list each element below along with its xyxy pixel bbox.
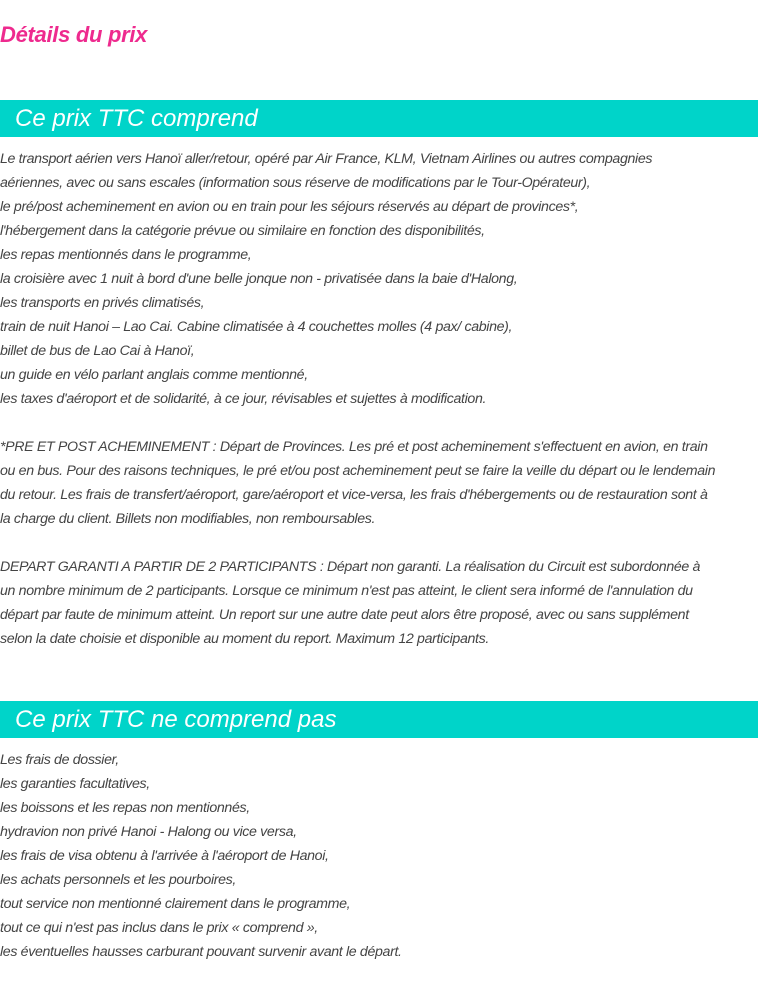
list-item: les boissons et les repas non mentionnés, [0,800,250,816]
list-item: hydravion non privé Hanoi - Halong ou vice versa, [0,824,297,840]
list-item: les taxes d'aéroport et de solidarité, à ce jour, révisables et sujettes à modification. [0,391,487,407]
note-line: un nombre minimum de 2 participants. Lorsque ce minimum n'est pas atteint, le client sera informé de l'annulation du [0,583,693,599]
list-item: la croisière avec 1 nuit à bord d'une belle jonque non - privatisée dans la baie d'Halong, [0,271,518,287]
list-item: le pré/post acheminement en avion ou en train pour les séjours réservés au départ de provinces*, [0,199,579,215]
note-line: DEPART GARANTI A PARTIR DE 2 PARTICIPANTS : Départ non garanti. La réalisation du Circuit est subordonnée à [0,559,701,575]
list-item: aériennes, avec ou sans escales (information sous réserve de modifications par le Tour-Opérateur), [0,175,591,191]
note-line: *PRE ET POST ACHEMINEMENT : Départ de Provinces. Les pré et post acheminement s'effectuent en avion, en train [0,439,708,455]
list-item: un guide en vélo parlant anglais comme mentionné, [0,367,308,383]
list-item: les éventuelles hausses carburant pouvant survenir avant le départ. [0,944,402,960]
excluded-section-header: Ce prix TTC ne comprend pas [0,701,758,738]
list-item: Le transport aérien vers Hanoï aller/retour, opéré par Air France, KLM, Vietnam Airlines ou autres compagnies [0,151,653,167]
included-section-header: Ce prix TTC comprend [0,100,758,137]
note-line: la charge du client. Billets non modifiables, non remboursables. [0,511,376,527]
excluded-list [0,748,756,964]
acheminement-note [0,435,756,531]
page-title: Détails du prix [0,22,148,47]
list-item: les garanties facultatives, [0,776,150,792]
list-item: Les frais de dossier, [0,752,119,768]
depart-garanti-note [0,555,756,651]
note-line: du retour. Les frais de transfert/aéroport, gare/aéroport et vice-versa, les frais d'hébergements ou de restauration sont à [0,487,708,503]
list-item: train de nuit Hanoi – Lao Cai. Cabine climatisée à 4 couchettes molles (4 pax/ cabine), [0,319,513,335]
list-item: l'hébergement dans la catégorie prévue ou similaire en fonction des disponibilités, [0,223,485,239]
list-item: les achats personnels et les pourboires, [0,872,236,888]
included-list [0,147,756,411]
note-line: ou en bus. Pour des raisons techniques, le pré et/ou post acheminement peut se faire la veille du départ ou le lendemain [0,463,716,479]
list-item: billet de bus de Lao Cai à Hanoï, [0,343,195,359]
list-item: tout service non mentionné clairement dans le programme, [0,896,351,912]
list-item: les transports en privés climatisés, [0,295,205,311]
list-item: tout ce qui n'est pas inclus dans le prix « comprend », [0,920,318,936]
list-item: les frais de visa obtenu à l'arrivée à l'aéroport de Hanoi, [0,848,329,864]
note-line: départ par faute de minimum atteint. Un report sur une autre date peut alors être proposé, avec ou sans supplément [0,607,689,623]
note-line: selon la date choisie et disponible au moment du report. Maximum 12 participants. [0,631,489,647]
list-item: les repas mentionnés dans le programme, [0,247,252,263]
